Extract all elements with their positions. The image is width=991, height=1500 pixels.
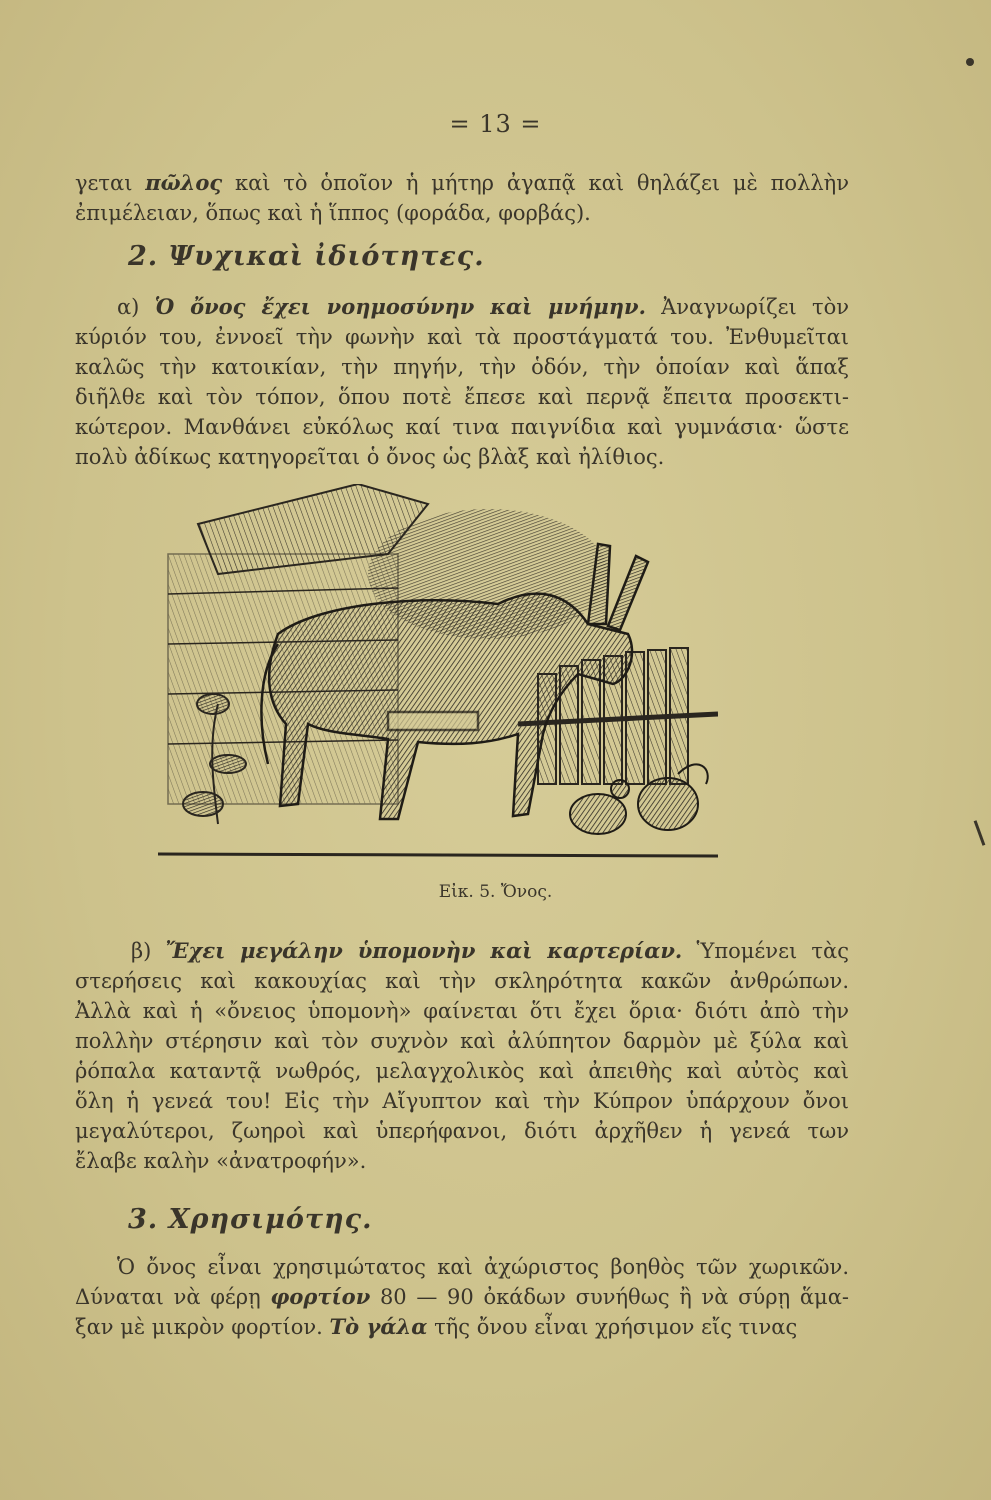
- text-span: τῆς ὄνου εἶναι χρήσιμον εἴς τινας: [427, 1315, 798, 1339]
- text-line: [75, 936, 849, 966]
- emphasized-phrase: Ἔχει μεγάλην ὑπομονὴν καὶ καρτερίαν.: [165, 938, 683, 963]
- text-line: [75, 412, 849, 442]
- text-span: Ἀλλὰ καὶ ἡ «ὄνειος ὑπομονὴ» φαίνεται ὅτι ἔχει ὅρια· διότι ἀπὸ τὴν: [75, 999, 849, 1023]
- text-span: καλῶς τὴν κατοικίαν, τὴν πηγήν, τὴν ὁδόν, τὴν ὁποίαν καὶ ἅπαξ: [75, 355, 849, 379]
- text-span: καὶ τὸ ὁποῖον ἡ μήτηρ ἀγαπᾷ καὶ θηλάζει μὲ πολλὴν: [222, 171, 849, 195]
- text-span: β): [131, 939, 166, 963]
- text-span: μεγαλύτεροι, ζωηροὶ καὶ ὑπερήφανοι, διότι ἀρχῆθεν ἡ γενεά των: [75, 1119, 849, 1143]
- ground-line: [158, 854, 718, 856]
- text-line: [75, 442, 849, 472]
- text-line: [75, 1086, 849, 1116]
- text-span: Ὁ ὄνος εἶναι χρησιμώτατος καὶ ἀχώριστος βοηθὸς τῶν χωρικῶν.: [117, 1255, 849, 1279]
- text-span: Δύναται νὰ φέρῃ: [75, 1285, 271, 1309]
- text-span: κύριόν του, ἐννοεῖ τὴν φωνὴν καὶ τὰ προστάγματά του. Ἐνθυμεῖται: [75, 325, 849, 349]
- text-span: ξαν μὲ μικρὸν φορτίον.: [75, 1315, 330, 1339]
- text-span: ὅλη ἡ γενεά του! Εἰς τὴν Αἴγυπτον καὶ τὴν Κύπρον ὑπάρχουν ὄνοι: [75, 1089, 849, 1113]
- intro-paragraph: [75, 168, 849, 228]
- emphasized-phrase: Ὁ ὄνος ἔχει νοημοσύνην καὶ μνήμην.: [154, 294, 646, 319]
- emphasized-phrase: Τὸ γάλα: [329, 1314, 428, 1339]
- text-line: [75, 292, 849, 322]
- edge-mark: [974, 820, 986, 845]
- donkey-engraving: [158, 484, 718, 866]
- text-span: ἐπιμέλειαν, ὅπως καὶ ἡ ἵππος (φοράδα, φορβάς).: [75, 201, 591, 225]
- text-span: πολὺ ἀδίκως κατηγορεῖται ὁ ὄνος ὡς βλὰξ καὶ ἠλίθιος.: [75, 445, 665, 469]
- text-span: Ἀναγνωρίζει τὸν: [645, 295, 849, 319]
- section-2-heading: 2. Ψυχικαὶ ἰδιότητες.: [128, 241, 485, 272]
- page-number: = 13 =: [449, 110, 542, 138]
- text-line: [75, 382, 849, 412]
- section-3-heading: 3. Χρησιμότης.: [128, 1204, 373, 1235]
- emphasized-phrase: φορτίον: [270, 1284, 371, 1309]
- text-line: [75, 1146, 849, 1176]
- text-line: [75, 198, 849, 228]
- text-span: διῆλθε καὶ τὸν τόπον, ὅπου ποτὲ ἔπεσε καὶ περνᾷ ἔπειτα προσεκτι-: [75, 385, 849, 409]
- text-line: [75, 1282, 849, 1312]
- text-line: [75, 322, 849, 352]
- paragraph-usefulness: [75, 1252, 849, 1342]
- text-span: 80 — 90 ὀκάδων συνήθως ἢ νὰ σύρῃ ἅμα-: [370, 1285, 849, 1309]
- text-span: γεται: [75, 171, 146, 195]
- text-line: [75, 1026, 849, 1056]
- text-line: [75, 1252, 849, 1282]
- emphasized-phrase: πῶλος: [145, 170, 223, 195]
- text-span: α): [117, 295, 155, 319]
- text-span: στερήσεις καὶ κακουχίας καὶ τὴν σκληρότητα κακῶν ἀνθρώπων.: [75, 969, 849, 993]
- text-span: Ὑπομένει τὰς: [682, 939, 849, 963]
- figure-caption: Εἰκ. 5. Ὄνος.: [438, 882, 553, 902]
- text-span: πολλὴν στέρησιν καὶ τὸν συχνὸν καὶ ἀλύπητον δαρμὸν μὲ ξύλα καὶ: [75, 1029, 849, 1053]
- ink-spot: [966, 58, 974, 66]
- text-line: [75, 996, 849, 1026]
- text-line: [75, 168, 849, 198]
- text-span: κώτερον. Μανθάνει εὐκόλως καί τινα παιγνίδια καὶ γυμνάσια· ὥστε: [75, 415, 849, 439]
- text-line: [75, 1116, 849, 1146]
- text-line: [75, 1056, 849, 1086]
- text-line: [75, 352, 849, 382]
- text-span: ῥόπαλα καταντᾷ νωθρός, μελαγχολικὸς καὶ ἀπειθὴς καὶ αὐτὸς καὶ: [75, 1059, 849, 1083]
- text-line: [75, 1312, 849, 1342]
- paragraph-alpha: [75, 292, 849, 472]
- paragraph-beta: [75, 936, 849, 1176]
- text-span: ἔλαβε καλὴν «ἀνατροφήν».: [75, 1149, 367, 1173]
- text-line: [75, 966, 849, 996]
